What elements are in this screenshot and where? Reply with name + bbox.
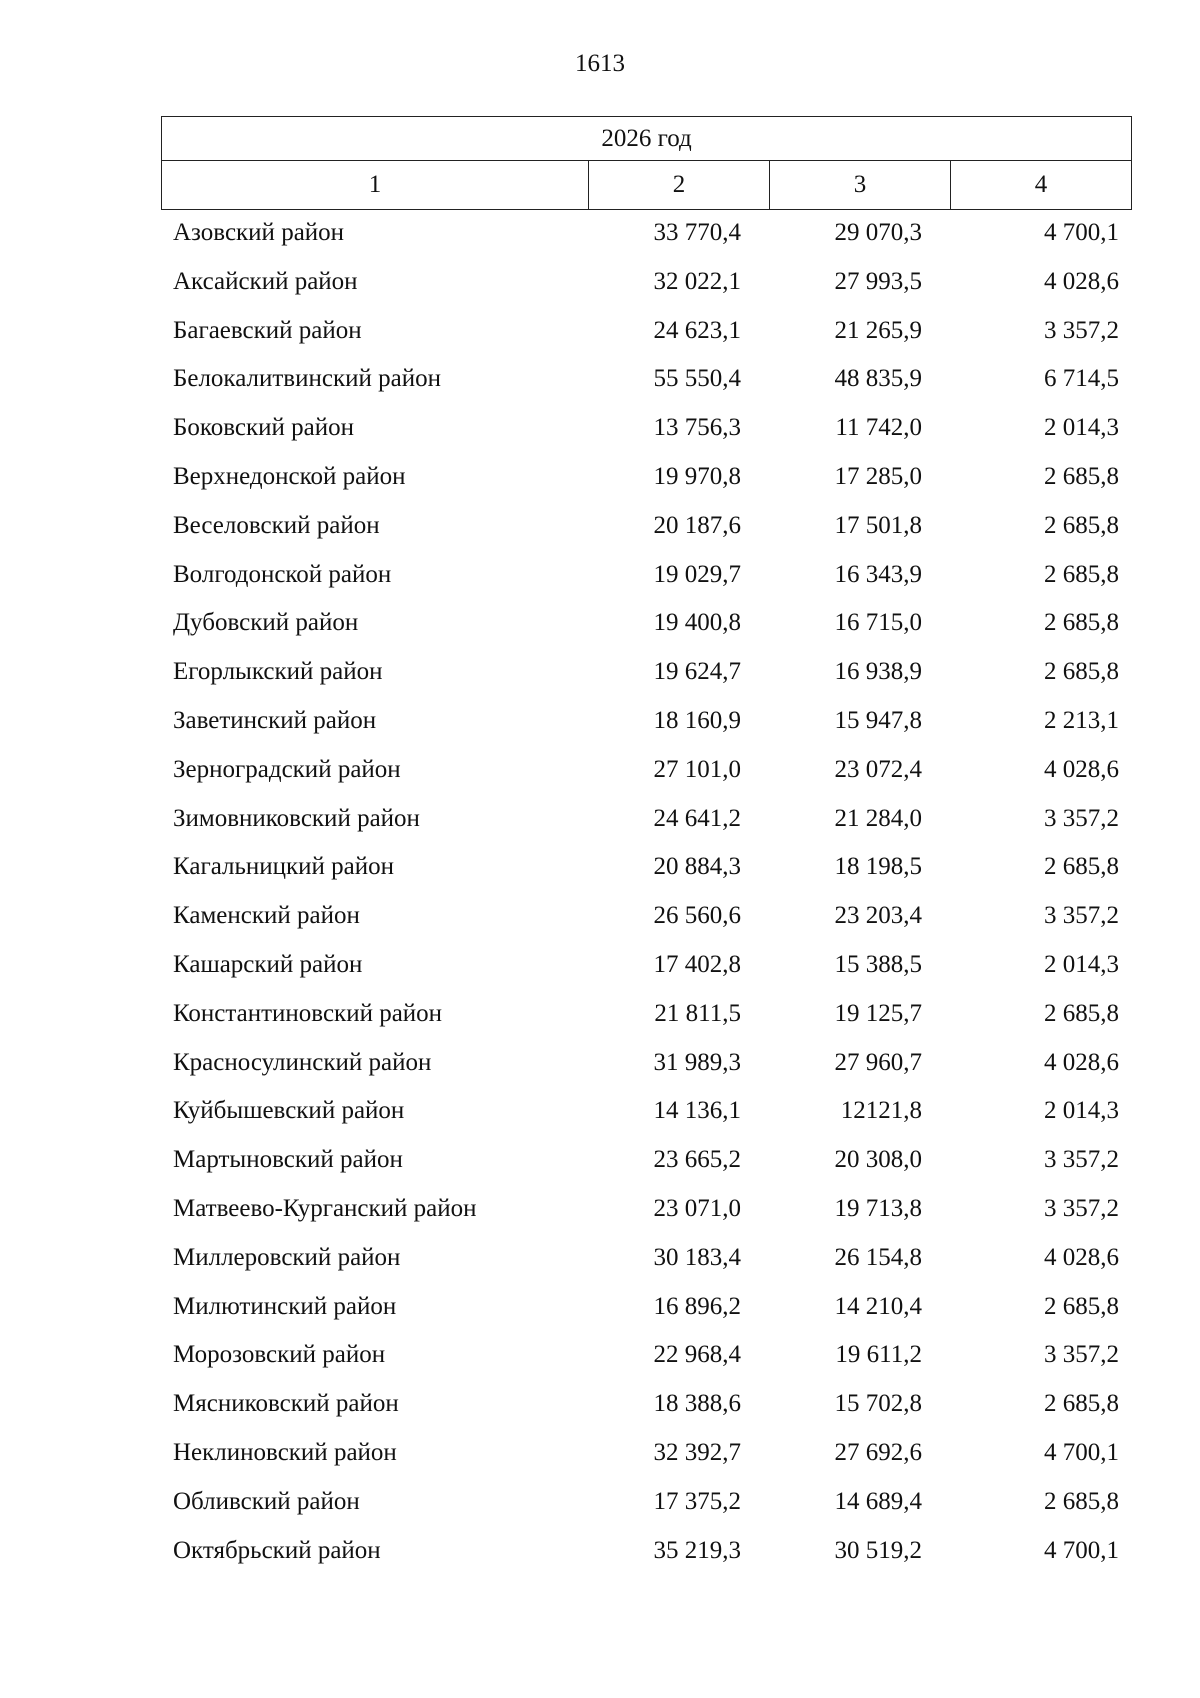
district-name: Егорлыкский район	[173, 658, 383, 686]
table-row	[161, 1331, 1131, 1380]
district-name: Константиновский район	[173, 999, 443, 1027]
table-row	[161, 1527, 1131, 1576]
table-row	[161, 1234, 1131, 1283]
district-name: Веселовский район	[173, 511, 380, 539]
value-col-4: 6 714,5	[1044, 365, 1119, 393]
value-col-4: 4 028,6	[1044, 1048, 1119, 1076]
value-col-3: 29 070,3	[834, 219, 922, 246]
value-col-2: 20 187,6	[653, 511, 741, 539]
table-row	[161, 551, 1131, 600]
value-col-4: 3 357,2	[1044, 1146, 1119, 1174]
value-col-2: 35 219,3	[653, 1536, 741, 1564]
table-row	[161, 502, 1131, 551]
value-col-3: 26 154,8	[834, 1243, 922, 1271]
value-col-2: 23 665,2	[653, 1146, 741, 1174]
value-col-3: 48 835,9	[834, 365, 922, 393]
value-col-2: 18 388,6	[653, 1390, 741, 1418]
value-col-2: 32 392,7	[653, 1438, 741, 1466]
value-col-2: 21 811,5	[654, 999, 741, 1027]
value-col-2: 23 071,0	[653, 1194, 741, 1222]
value-col-3: 23 203,4	[834, 902, 922, 930]
table-row	[161, 1429, 1131, 1478]
value-col-4: 2 685,8	[1044, 999, 1119, 1027]
value-col-4: 2 685,8	[1044, 658, 1119, 686]
table-row	[161, 404, 1131, 453]
district-name: Боковский район	[173, 414, 354, 442]
value-col-2: 26 560,6	[653, 902, 741, 930]
value-col-2: 17 375,2	[653, 1487, 741, 1515]
value-col-3: 17 285,0	[834, 462, 922, 490]
district-name: Зерноградский район	[173, 755, 401, 783]
table-row	[161, 1185, 1131, 1234]
value-col-2: 33 770,4	[653, 219, 741, 246]
table-row	[161, 843, 1131, 892]
value-col-2: 24 623,1	[653, 316, 741, 344]
column-number-2: 2	[589, 161, 770, 210]
value-col-4: 2 685,8	[1044, 1292, 1119, 1320]
value-col-3: 17 501,8	[834, 511, 922, 539]
value-col-4: 2 213,1	[1044, 706, 1119, 734]
value-col-3: 16 938,9	[834, 658, 922, 686]
value-col-2: 16 896,2	[653, 1292, 741, 1320]
value-col-3: 19 713,8	[834, 1194, 922, 1222]
district-name: Азовский район	[173, 219, 345, 246]
district-name: Белокалитвинский район	[173, 365, 441, 393]
value-col-3: 14 210,4	[834, 1292, 922, 1320]
column-number-1: 1	[162, 161, 589, 210]
value-col-2: 18 160,9	[653, 706, 741, 734]
value-col-4: 2 685,8	[1044, 609, 1119, 637]
district-name: Кагальницкий район	[173, 853, 395, 881]
column-number-4: 4	[951, 161, 1132, 210]
value-col-2: 14 136,1	[653, 1097, 741, 1125]
value-col-4: 2 685,8	[1044, 1390, 1119, 1418]
value-col-2: 19 624,7	[653, 658, 741, 686]
data-table-body	[161, 209, 1131, 1575]
value-col-2: 19 970,8	[653, 462, 741, 490]
value-col-2: 31 989,3	[653, 1048, 741, 1076]
district-name: Обливский район	[173, 1487, 360, 1515]
table-row	[161, 453, 1131, 502]
value-col-2: 20 884,3	[653, 853, 741, 881]
table-row	[161, 1136, 1131, 1185]
table-row	[161, 941, 1131, 990]
district-name: Мартыновский район	[173, 1146, 403, 1174]
value-col-3: 15 388,5	[834, 950, 922, 978]
district-name: Куйбышевский район	[173, 1097, 405, 1125]
table-row	[161, 892, 1131, 941]
table-header	[161, 116, 1132, 210]
value-col-4: 2 685,8	[1044, 462, 1119, 490]
value-col-3: 16 343,9	[834, 560, 922, 588]
value-col-3: 12121,8	[840, 1097, 922, 1125]
table-row	[161, 990, 1131, 1039]
value-col-3: 14 689,4	[834, 1487, 922, 1515]
value-col-3: 20 308,0	[834, 1146, 922, 1174]
value-col-2: 19 029,7	[653, 560, 741, 588]
district-name: Кашарский район	[173, 950, 363, 978]
value-col-4: 4 700,1	[1044, 1438, 1119, 1466]
value-col-4: 2 014,3	[1044, 950, 1119, 978]
table-row	[161, 209, 1131, 258]
value-col-2: 27 101,0	[653, 755, 741, 783]
district-name: Зимовниковский район	[173, 804, 420, 832]
value-col-4: 4 700,1	[1044, 1536, 1119, 1564]
table-row	[161, 746, 1131, 795]
district-name: Красносулинский район	[173, 1048, 432, 1076]
district-name: Матвеево-Курганский район	[173, 1194, 477, 1222]
table-row	[161, 258, 1131, 307]
district-name: Неклиновский район	[173, 1438, 397, 1466]
table-row	[161, 795, 1131, 844]
district-name: Каменский район	[173, 902, 360, 930]
district-name: Миллеровский район	[173, 1243, 401, 1271]
table-row	[161, 1380, 1131, 1429]
value-col-3: 27 993,5	[834, 267, 922, 295]
value-col-2: 13 756,3	[653, 414, 741, 442]
value-col-4: 4 700,1	[1044, 219, 1119, 246]
district-name: Октябрьский район	[173, 1536, 381, 1564]
district-name: Багаевский район	[173, 316, 362, 344]
value-col-2: 22 968,4	[653, 1341, 741, 1369]
value-col-2: 17 402,8	[653, 950, 741, 978]
value-col-3: 15 947,8	[834, 706, 922, 734]
district-name: Верхнедонской район	[173, 462, 406, 490]
value-col-4: 2 685,8	[1044, 560, 1119, 588]
value-col-3: 21 265,9	[834, 316, 922, 344]
table-row	[161, 1283, 1131, 1332]
value-col-3: 18 198,5	[834, 853, 922, 881]
value-col-3: 16 715,0	[834, 609, 922, 637]
value-col-2: 30 183,4	[653, 1243, 741, 1271]
value-col-4: 3 357,2	[1044, 1341, 1119, 1369]
table-row	[161, 599, 1131, 648]
value-col-4: 4 028,6	[1044, 1243, 1119, 1271]
value-col-4: 4 028,6	[1044, 755, 1119, 783]
value-col-3: 11 742,0	[835, 414, 922, 442]
district-name: Милютинский район	[173, 1292, 397, 1320]
district-name: Дубовский район	[173, 609, 359, 637]
value-col-3: 19 611,2	[835, 1341, 922, 1369]
value-col-2: 55 550,4	[653, 365, 741, 393]
district-name: Морозовский район	[173, 1341, 386, 1369]
value-col-4: 4 028,6	[1044, 267, 1119, 295]
value-col-4: 3 357,2	[1044, 902, 1119, 930]
district-name: Волгодонской район	[173, 560, 392, 588]
value-col-4: 3 357,2	[1044, 804, 1119, 832]
table-row	[161, 307, 1131, 356]
value-col-2: 24 641,2	[653, 804, 741, 832]
value-col-3: 21 284,0	[834, 804, 922, 832]
value-col-3: 23 072,4	[834, 755, 922, 783]
district-name: Мясниковский район	[173, 1390, 399, 1418]
table-row	[161, 697, 1131, 746]
table-row	[161, 648, 1131, 697]
value-col-4: 2 014,3	[1044, 414, 1119, 442]
value-col-4: 3 357,2	[1044, 1194, 1119, 1222]
page-number: 1613	[575, 50, 625, 77]
value-col-4: 2 685,8	[1044, 511, 1119, 539]
value-col-3: 27 960,7	[834, 1048, 922, 1076]
value-col-3: 27 692,6	[834, 1438, 922, 1466]
value-col-3: 15 702,8	[834, 1390, 922, 1418]
district-name: Аксайский район	[173, 267, 358, 295]
value-col-3: 30 519,2	[834, 1536, 922, 1564]
district-name: Заветинский район	[173, 706, 377, 734]
value-col-4: 3 357,2	[1044, 316, 1119, 344]
table-row	[161, 1478, 1131, 1527]
value-col-3: 19 125,7	[834, 999, 922, 1027]
year-header: 2026 год	[162, 117, 1132, 161]
column-number-3: 3	[770, 161, 951, 210]
value-col-2: 32 022,1	[653, 267, 741, 295]
table-row	[161, 1039, 1131, 1088]
value-col-2: 19 400,8	[653, 609, 741, 637]
value-col-4: 2 685,8	[1044, 1487, 1119, 1515]
value-col-4: 2 014,3	[1044, 1097, 1119, 1125]
table-row	[161, 355, 1131, 404]
value-col-4: 2 685,8	[1044, 853, 1119, 881]
table-row	[161, 1087, 1131, 1136]
